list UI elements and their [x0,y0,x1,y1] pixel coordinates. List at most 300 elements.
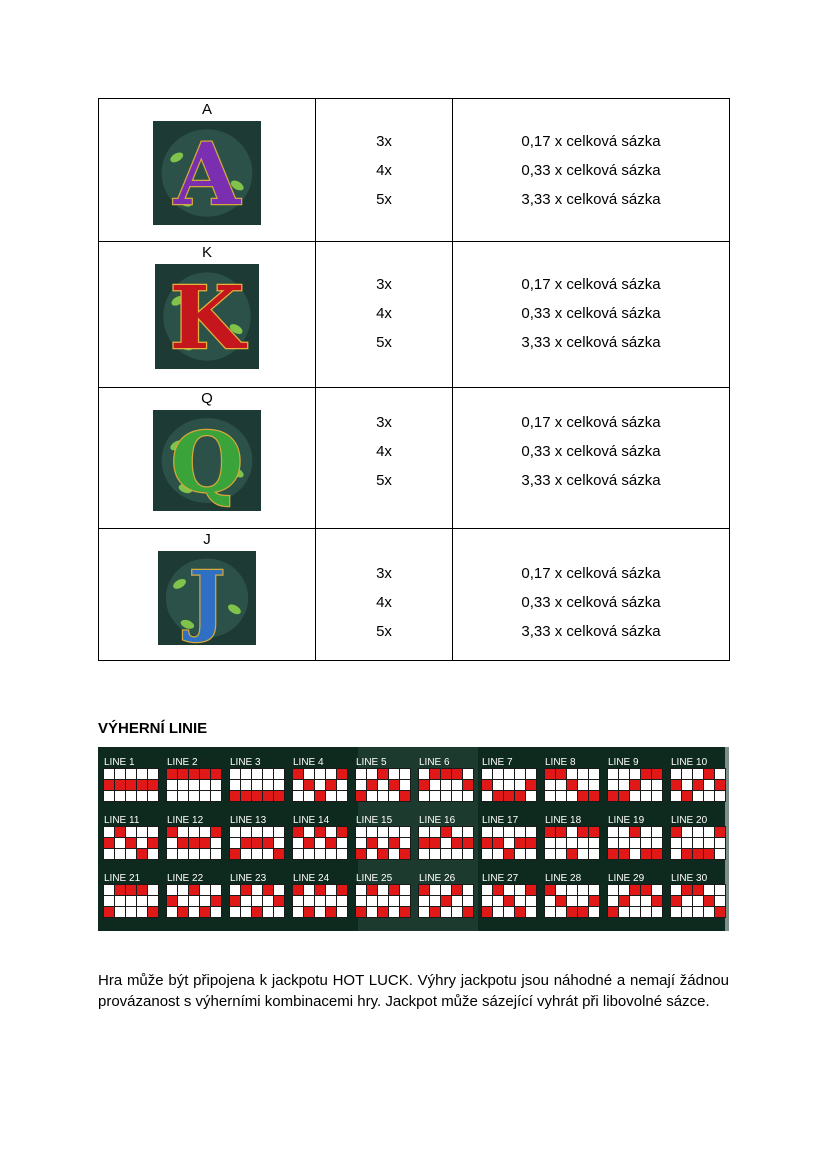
payline-cell [315,838,325,848]
payline-cell [104,849,114,859]
payline-cell [641,769,651,779]
payline-cell [126,791,136,801]
payline-cell [337,885,347,895]
payline-cell [315,849,325,859]
payline-cell [682,791,692,801]
payline-cell [526,907,536,917]
payline-cell [241,827,251,837]
payline-cell [241,780,251,790]
payline-cell [230,780,240,790]
payline-cell [211,769,221,779]
payline-cell [578,838,588,848]
payline-cell [315,907,325,917]
payline-cell [589,896,599,906]
symbol-label: A [201,101,212,118]
payline-cell [578,907,588,917]
payline-cell [463,907,473,917]
payline-cell [567,907,577,917]
payline-label: LINE 20 [671,815,708,826]
payline-cell [389,907,399,917]
payline-cell [315,769,325,779]
payline-label: LINE 17 [482,815,519,826]
payline-label: LINE 4 [293,757,324,768]
payline-cell [515,827,525,837]
payline-cell [578,791,588,801]
payline-cell [148,907,158,917]
payline-cell [378,885,388,895]
payline-cell [337,827,347,837]
multiplier: 3x [376,414,392,431]
payline-cell [482,827,492,837]
payline-cell [441,780,451,790]
payline-cell [252,896,262,906]
payline-cell [652,780,662,790]
payline-cell [441,827,451,837]
payline-cell [619,896,629,906]
payline-cell [200,838,210,848]
payline-cell [452,885,462,895]
multiplier-cell [316,99,453,242]
payline-cell [315,780,325,790]
payline-cell [178,838,188,848]
payline-cell [482,896,492,906]
payline-cell [263,896,273,906]
symbol-cell [99,388,316,529]
payline-cell [682,769,692,779]
payline-cell [630,838,640,848]
payline-cell [545,827,555,837]
payline-cell [715,885,725,895]
payline-label: LINE 15 [356,815,393,826]
payline-cell [148,838,158,848]
payline-cell [241,838,251,848]
payline-cell [211,896,221,906]
payline-cell [137,791,147,801]
multiplier: 5x [376,191,392,208]
payline-cell [567,885,577,895]
payline-cell [608,849,618,859]
payline-cell [274,838,284,848]
payline-cell [715,896,725,906]
payout: 0,17 x celková sázka [521,133,661,150]
payline-cell [326,907,336,917]
payline-cell [304,849,314,859]
payline-cell [356,769,366,779]
multiplier-cell [316,529,453,661]
payline-cell [504,780,514,790]
payline-cell [419,896,429,906]
payline-cell [589,907,599,917]
payline-cell [148,791,158,801]
payline-cell [211,780,221,790]
payline-cell [293,896,303,906]
payline-cell [578,769,588,779]
payline-cell [641,849,651,859]
payline-cell [578,896,588,906]
payline-cell [167,896,177,906]
payline-cell [715,907,725,917]
payline-cell [252,907,262,917]
paytable-body [99,99,730,661]
payline-cell [556,769,566,779]
payline-label: LINE 18 [545,815,582,826]
payline-cell [200,885,210,895]
payline-cell [167,885,177,895]
payline-cell [252,827,262,837]
payline-cell [178,769,188,779]
payline-cell [293,907,303,917]
payline-label: LINE 8 [545,757,576,768]
payline-cell [430,849,440,859]
payline-cell [463,849,473,859]
payline-cell [389,827,399,837]
payline-cell [337,838,347,848]
payline-cell [608,896,618,906]
payline-cell [274,849,284,859]
payout: 0,33 x celková sázka [521,443,661,460]
symbol-cell [99,99,316,242]
payline-label: LINE 6 [419,757,450,768]
payline-cell [463,780,473,790]
payline-cell [515,791,525,801]
payline-cell [641,896,651,906]
payline-label: LINE 13 [230,815,267,826]
payline-cell [252,885,262,895]
payout: 0,17 x celková sázka [521,565,661,582]
payline-cell [326,838,336,848]
multiplier: 4x [376,305,392,322]
payline-cell [619,849,629,859]
payline-cell [200,849,210,859]
payline-cell [671,838,681,848]
payline-cell [356,907,366,917]
payline-cell [567,791,577,801]
payout: 3,33 x celková sázka [521,623,661,640]
payline-cell [315,885,325,895]
payout: 0,17 x celková sázka [521,276,661,293]
payline-label: LINE 1 [104,757,135,768]
payline-cell [293,769,303,779]
payline-cell [504,885,514,895]
payline-cell [619,885,629,895]
payline-cell [430,769,440,779]
payline-cell [274,827,284,837]
payline-cell [693,849,703,859]
payline-cell [671,849,681,859]
payline-cell [589,780,599,790]
payline-cell [200,896,210,906]
payline-cell [545,885,555,895]
payline-cell [608,769,618,779]
payline-cell [104,769,114,779]
payline-cell [115,780,125,790]
payline-cell [189,791,199,801]
payline-cell [115,791,125,801]
payline-cell [115,838,125,848]
payline-cell [589,838,599,848]
payline-cell [304,885,314,895]
symbol-q-image [153,410,261,511]
payline-cell [230,791,240,801]
payline-cell [482,838,492,848]
payline-cell [211,907,221,917]
payline-cell [115,885,125,895]
multiplier: 3x [376,565,392,582]
payline-cell [556,791,566,801]
multiplier: 5x [376,623,392,640]
payline-cell [263,838,273,848]
payline-cell [578,827,588,837]
payline-cell [526,769,536,779]
payline-cell [356,838,366,848]
payline-cell [137,907,147,917]
payline-cell [211,827,221,837]
payline-cell [304,780,314,790]
payline-cell [356,849,366,859]
symbol-label: K [201,244,212,261]
payline-cell [652,849,662,859]
payline-cell [137,827,147,837]
payline-cell [441,885,451,895]
payline-cell [115,907,125,917]
payline-cell [115,827,125,837]
payline-cell [682,838,692,848]
payline-cell [252,769,262,779]
payline-cell [178,849,188,859]
payline-cell [504,907,514,917]
payline-cell [671,896,681,906]
payline-cell [545,791,555,801]
multiplier: 5x [376,334,392,351]
payline-cell [400,769,410,779]
payline-cell [608,907,618,917]
symbol-cell [99,242,316,388]
payline-cell [619,791,629,801]
payline-cell [293,885,303,895]
payline-cell [608,838,618,848]
multiplier: 3x [376,276,392,293]
payline-cell [126,827,136,837]
payline-cell [693,896,703,906]
payline-cell [263,907,273,917]
payline-cell [589,885,599,895]
payline-cell [493,896,503,906]
payline-cell [389,885,399,895]
payline-cell [704,780,714,790]
payline-cell [704,849,714,859]
payline-cell [589,791,599,801]
payline-cell [452,827,462,837]
payout: 0,17 x celková sázka [521,414,661,431]
payline-cell [104,827,114,837]
payline-cell [693,780,703,790]
payline-cell [515,896,525,906]
payline-cell [137,838,147,848]
payline-label: LINE 3 [230,757,261,768]
payline-cell [252,791,262,801]
payline-cell [493,780,503,790]
payline-cell [115,849,125,859]
payline-cell [704,907,714,917]
payline-cell [337,896,347,906]
payline-cell [378,838,388,848]
payline-cell [682,827,692,837]
payline-cell [263,791,273,801]
payline-cell [641,791,651,801]
payline-cell [400,827,410,837]
payline-cell [400,907,410,917]
payline-cell [630,791,640,801]
payline-cell [619,827,629,837]
multiplier: 4x [376,594,392,611]
payline-cell [493,827,503,837]
payline-cell [189,769,199,779]
payline-cell [463,885,473,895]
payline-cell [389,769,399,779]
payline-cell [304,827,314,837]
payout: 3,33 x celková sázka [521,472,661,489]
paytable-row [99,388,730,529]
payline-cell [693,907,703,917]
payline-cell [400,791,410,801]
payline-cell [189,827,199,837]
payline-cell [230,885,240,895]
payline-cell [641,907,651,917]
winning-lines-panel [98,747,729,931]
payline-cell [126,780,136,790]
payline-cell [378,769,388,779]
payline-cell [389,791,399,801]
payline-cell [293,780,303,790]
payline-cell [211,885,221,895]
symbol-glyph: Q [170,412,244,511]
payline-cell [589,769,599,779]
paytable-row [99,99,730,242]
payline-cell [211,791,221,801]
payline-cell [104,838,114,848]
payline-cell [430,896,440,906]
payline-cell [693,769,703,779]
payline-cell [378,896,388,906]
payline-label: LINE 27 [482,873,519,884]
payline-cell [200,791,210,801]
payline-cell [148,896,158,906]
payline-cell [167,780,177,790]
payline-cell [652,769,662,779]
payline-cell [241,849,251,859]
payline-cell [430,838,440,848]
payline-cell [178,780,188,790]
payline-cell [526,885,536,895]
payline-cell [608,885,618,895]
payline-cell [115,896,125,906]
payline-cell [463,838,473,848]
payline-cell [545,769,555,779]
payline-cell [200,907,210,917]
payline-cell [189,907,199,917]
payline-label: LINE 26 [419,873,456,884]
payline-cell [241,769,251,779]
payline-cell [493,838,503,848]
payline-cell [652,885,662,895]
payline-cell [556,838,566,848]
payline-cell [137,896,147,906]
payline-cell [367,827,377,837]
payline-cell [430,907,440,917]
payline-cell [137,885,147,895]
payline-cell [389,896,399,906]
payline-cell [589,849,599,859]
payline-cell [126,769,136,779]
payline-cell [315,896,325,906]
winning-lines-title: VÝHERNÍ LINIE [98,720,208,737]
payline-cell [230,907,240,917]
payline-label: LINE 16 [419,815,456,826]
payline-cell [526,838,536,848]
payline-cell [356,885,366,895]
payline-cell [419,780,429,790]
payline-cell [104,780,114,790]
symbol-glyph: A [173,125,241,225]
payline-cell [578,849,588,859]
payline-cell [641,827,651,837]
payline-cell [704,827,714,837]
multiplier: 3x [376,133,392,150]
payline-cell [526,780,536,790]
payline-label: LINE 5 [356,757,387,768]
payline-cell [567,849,577,859]
payline-cell [671,780,681,790]
payline-cell [493,769,503,779]
payline-cell [274,780,284,790]
payline-cell [367,849,377,859]
payline-cell [671,907,681,917]
payline-cell [252,780,262,790]
payline-cell [189,838,199,848]
payline-cell [578,780,588,790]
payline-cell [274,769,284,779]
payline-label: LINE 28 [545,873,582,884]
payline-cell [693,791,703,801]
payline-cell [567,827,577,837]
multiplier-cell [316,242,453,388]
payline-cell [704,769,714,779]
payline-cell [452,838,462,848]
payline-cell [367,769,377,779]
payline-cell [515,838,525,848]
payline-cell [126,885,136,895]
payline-cell [682,849,692,859]
payline-cell [178,791,188,801]
payline-cell [504,896,514,906]
payline-cell [704,838,714,848]
payline-cell [630,769,640,779]
payline-cell [452,896,462,906]
payline-cell [137,769,147,779]
symbol-cell [99,529,316,661]
payline-cell [189,885,199,895]
payline-cell [715,827,725,837]
paytable-row [99,242,730,388]
payline-cell [452,780,462,790]
payline-cell [682,885,692,895]
payout: 0,33 x celková sázka [521,162,661,179]
payline-cell [630,907,640,917]
payline-cell [482,907,492,917]
payline-cell [441,791,451,801]
payline-cell [652,907,662,917]
multiplier: 4x [376,162,392,179]
